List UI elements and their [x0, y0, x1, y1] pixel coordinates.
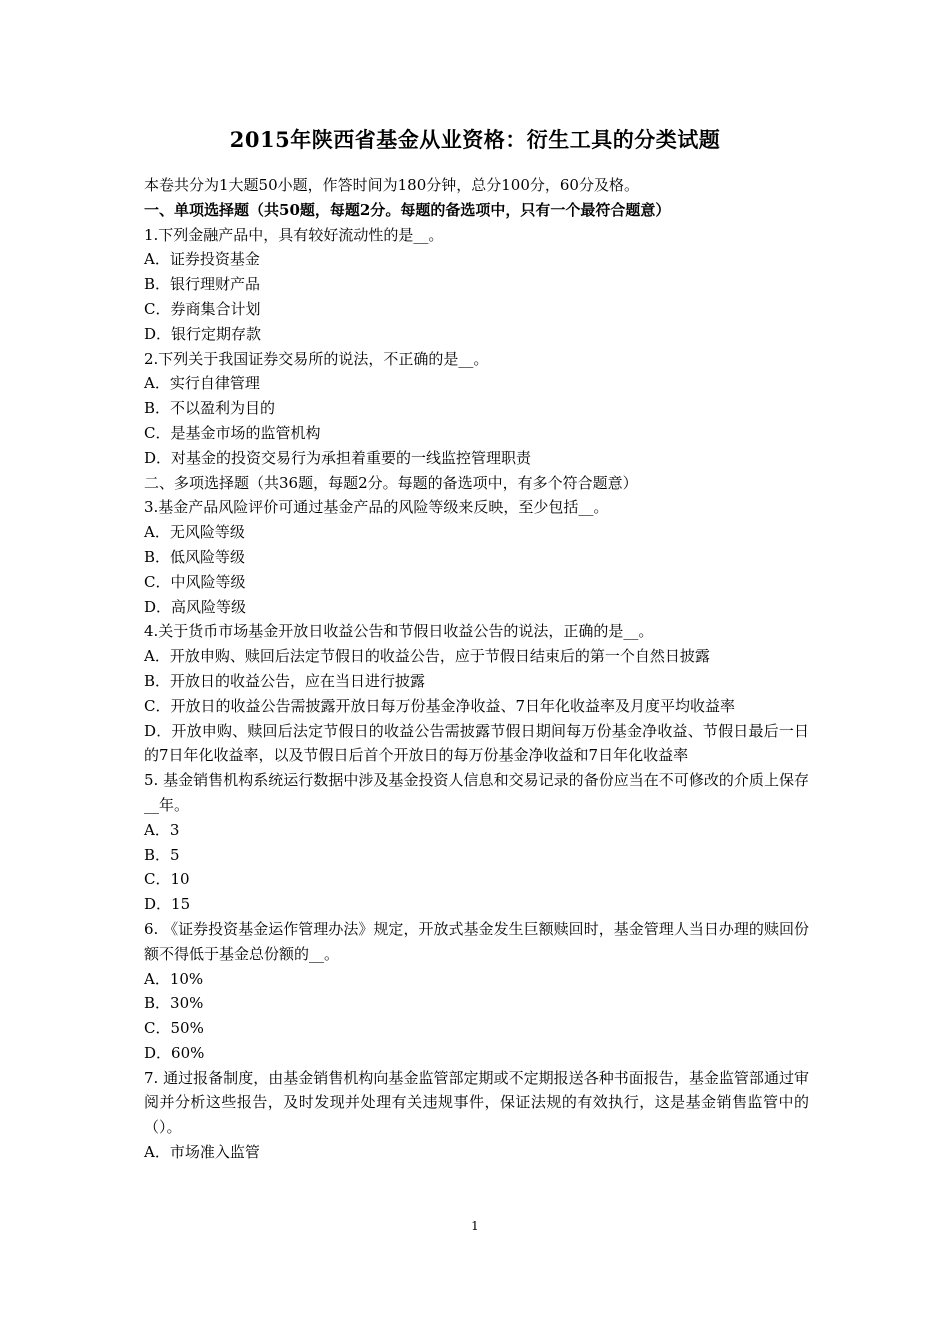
question-option: B．低风险等级: [144, 547, 246, 566]
question-option: A．市场准入监管: [144, 1143, 260, 1162]
question-option: C．券商集合计划: [144, 299, 261, 318]
question-stem: 3.基金产品风险评价可通过基金产品的风险等级来反映，至少包括__。: [144, 498, 609, 517]
question-option: B．30%: [144, 994, 204, 1013]
question-option: B．银行理财产品: [144, 275, 261, 294]
question-option: D．银行定期存款: [144, 324, 262, 343]
question-option: C．中风险等级: [144, 572, 246, 591]
question-option: C．是基金市场的监管机构: [144, 423, 321, 442]
question-option: D．15: [144, 895, 191, 914]
question-stem: 4.关于货币市场基金开放日收益公告和节假日收益公告的说法，正确的是__。: [144, 622, 654, 641]
question-option: D．60%: [144, 1043, 205, 1062]
question-option: C．10: [144, 870, 190, 889]
question-stem: 2.下列关于我国证券交易所的说法，不正确的是__。: [144, 349, 489, 368]
document-title: 2015年陕西省基金从业资格：衍生工具的分类试题: [229, 127, 721, 152]
question-option: A．开放申购、赎回后法定节假日的收益公告，应于节假日结束后的第一个自然日披露: [144, 647, 710, 666]
section-heading-single-choice: 一、单项选择题（共50题，每题2分。每题的备选项中，只有一个最符合题意）: [144, 200, 671, 219]
document-body: [144, 173, 809, 1165]
question-option: A．3: [144, 820, 180, 839]
question-option: D．对基金的投资交易行为承担着重要的一线监控管理职责: [144, 448, 532, 467]
question-stem: 6. 《证券投资基金运作管理办法》规定，开放式基金发生巨额赎回时，基金管理人当日办理的赎回份额不得低于基金总份额的__。: [144, 919, 809, 963]
question-option: C．50%: [144, 1019, 204, 1038]
section-heading-multiple-choice: 二、多项选择题（共36题，每题2分。每题的备选项中，有多个符合题意）: [144, 473, 638, 492]
question-stem: 7. 通过报备制度，由基金销售机构向基金监管部定期或不定期报送各种书面报告，基金监管部通过审阅并分析这些报告，及时发现并处理有关违规事件，保证法规的有效执行，这是基金销售监管中的（）。: [144, 1068, 809, 1137]
question-option: D．开放申购、赎回后法定节假日的收益公告需披露节假日期间每万份基金净收益、节假日最后一日的7日年化收益率，以及节假日后首个开放日的每万份基金净收益和7日年化收益率: [144, 721, 809, 765]
page-number: 1: [471, 1219, 479, 1233]
question-option: B．开放日的收益公告，应在当日进行披露: [144, 671, 426, 690]
question-option: B．不以盈利为目的: [144, 399, 276, 418]
question-option: D．高风险等级: [144, 597, 247, 616]
question-option: A．10%: [144, 969, 204, 988]
question-option: A．证券投资基金: [144, 250, 260, 269]
question-option: C．开放日的收益公告需披露开放日每万份基金净收益、7日年化收益率及月度平均收益率: [144, 696, 736, 715]
question-stem: 1.下列金融产品中，具有较好流动性的是__。: [144, 225, 444, 244]
question-option: A．无风险等级: [144, 523, 245, 542]
exam-intro: 本卷共分为1大题50小题，作答时间为180分钟，总分100分，60分及格。: [144, 176, 639, 194]
question-option: A．实行自律管理: [144, 374, 260, 393]
question-option: B．5: [144, 845, 180, 864]
question-stem: 5. 基金销售机构系统运行数据中涉及基金投资人信息和交易记录的备份应当在不可修改的介质上保存__年。: [144, 771, 809, 814]
